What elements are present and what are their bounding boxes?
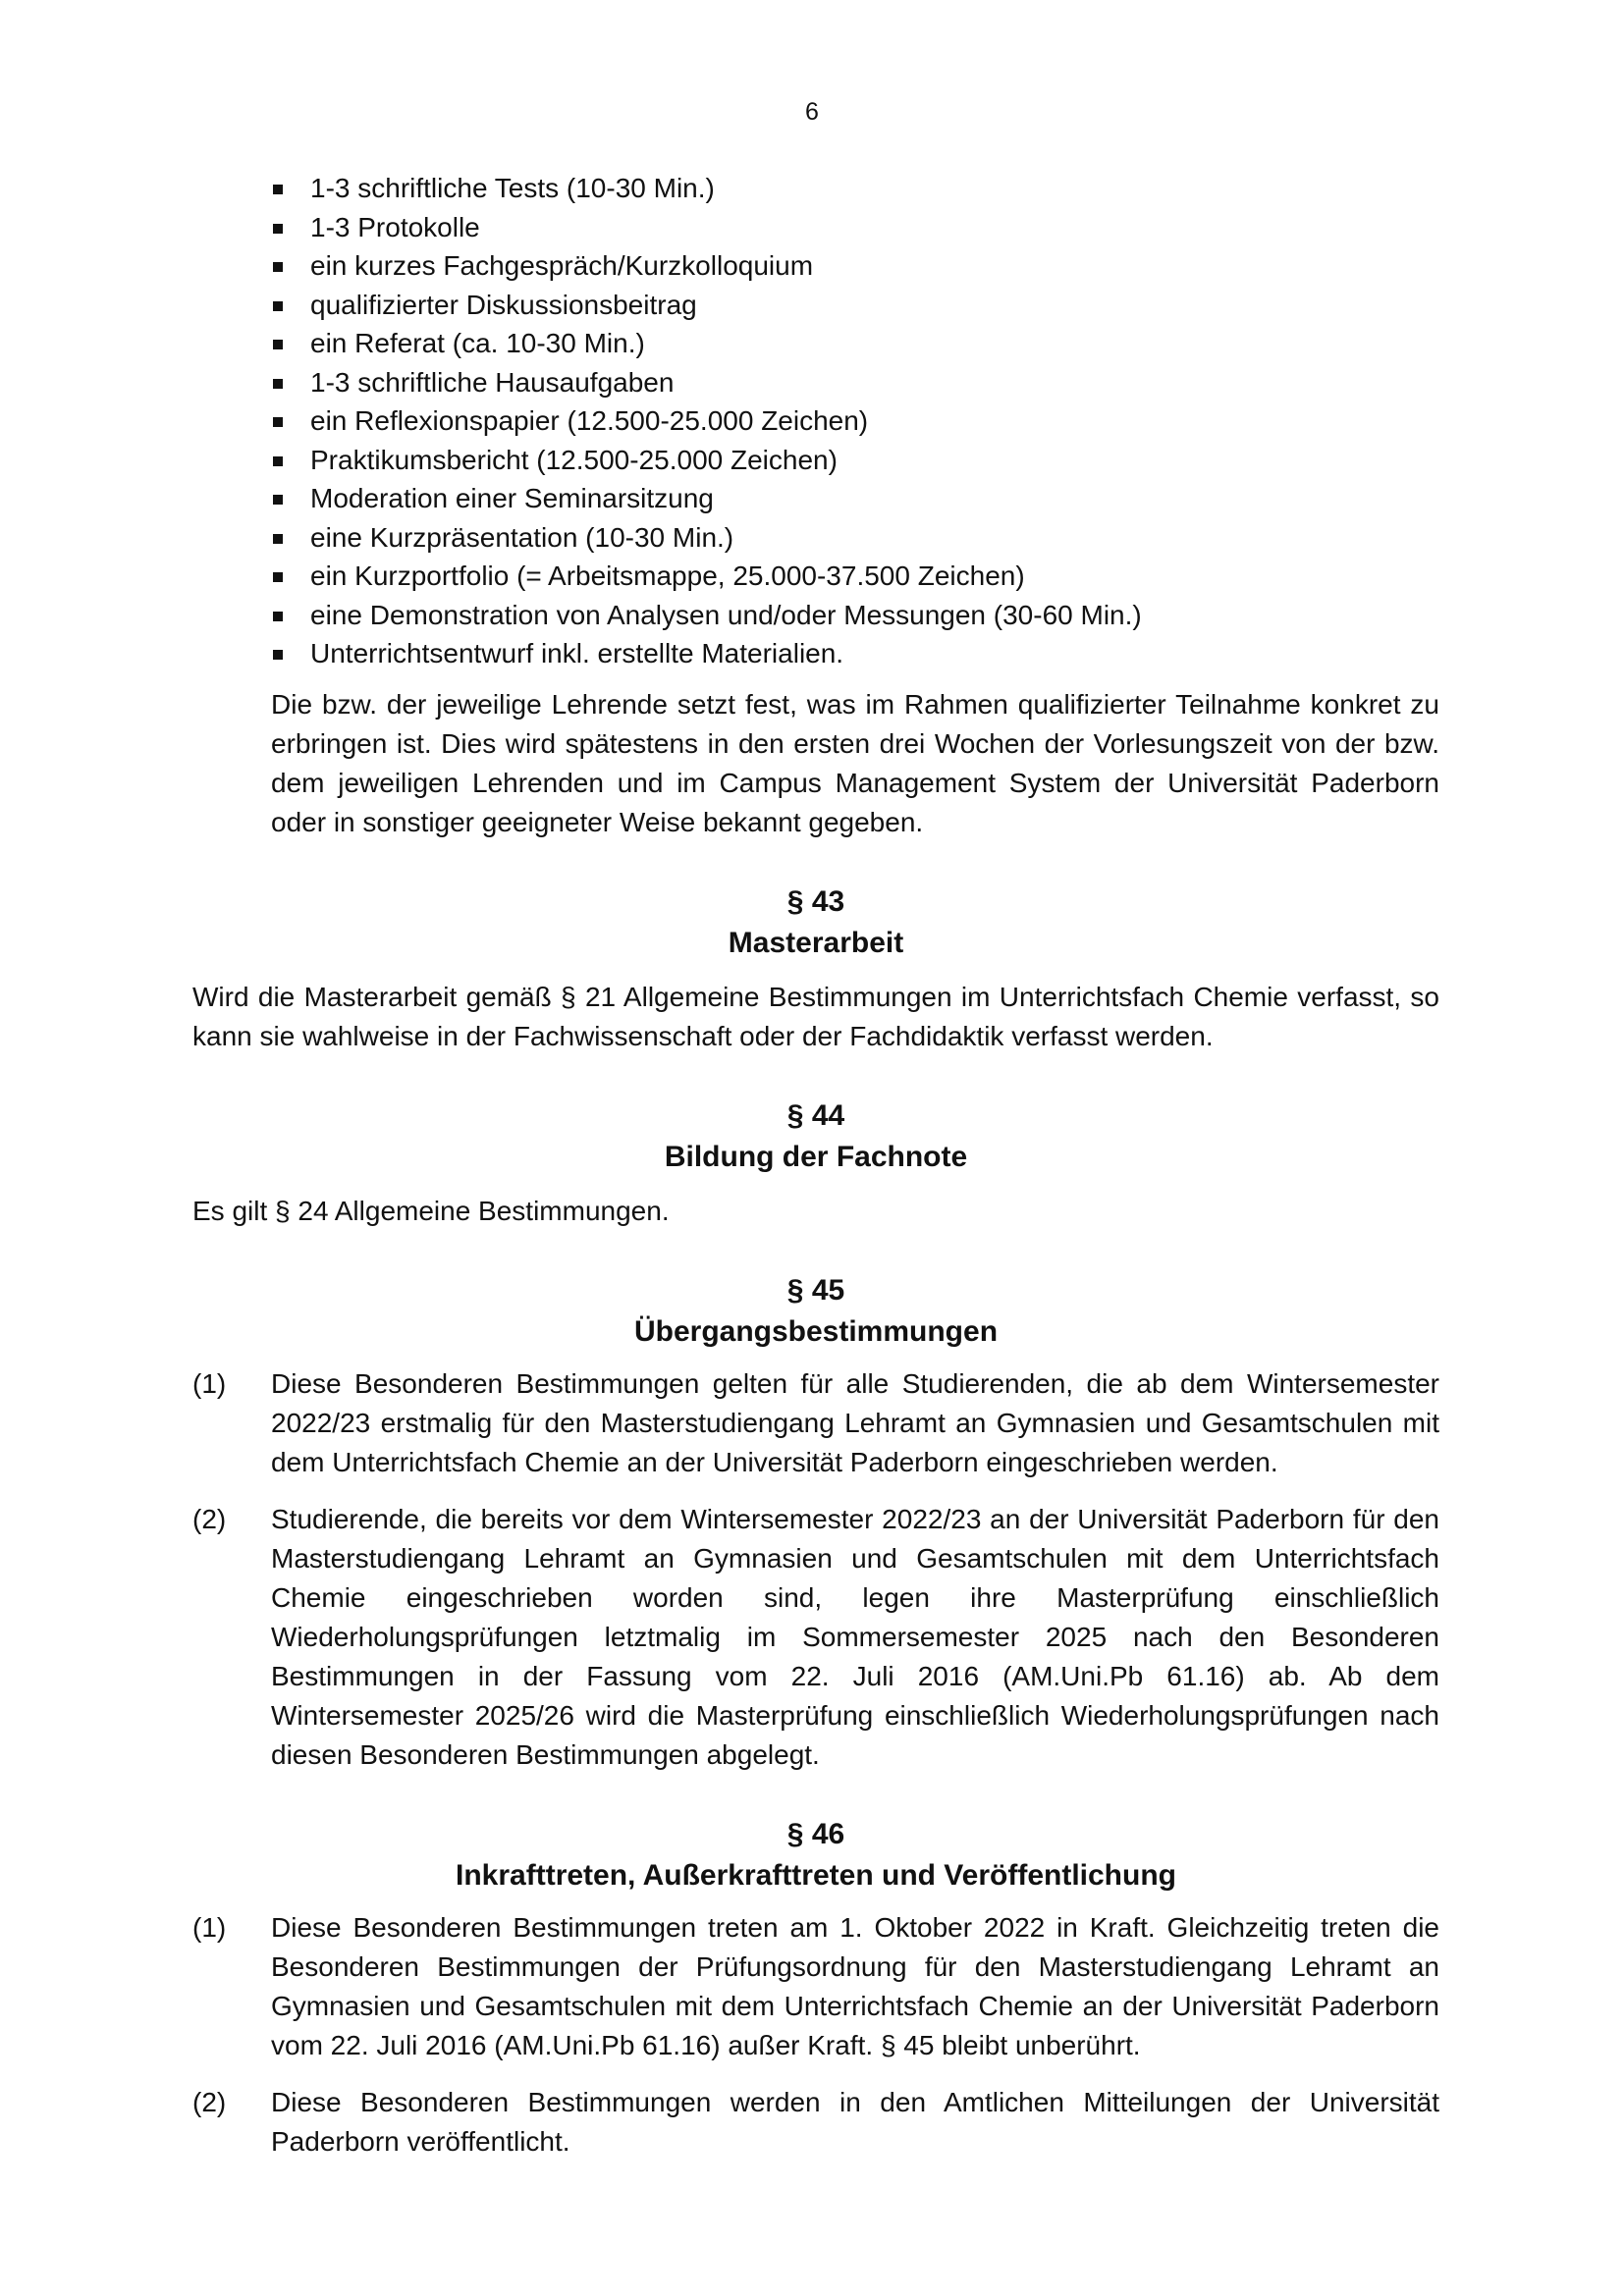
bullet-square-icon [273,495,283,505]
section-46-items [192,1908,1439,2162]
section-number: § 45 [786,1273,845,1307]
bullet-square-icon [273,379,283,389]
section-45-heading [192,1270,1439,1353]
section-46-heading [192,1814,1439,1896]
item-text: Diese Besonderen Bestimmungen treten am 1. Oktober 2022 in Kraft. Gleichzeitig treten die Besonderen Bestimmungen der Prüfungsordnung für den Masterstudiengang Lehramt an Gymnasien und Gesamtschulen mit dem Unterrichtsfach Chemie an der Universität Paderborn vom 22. Juli 2016 (AM.Uni.Pb 61.16) außer Kraft. § 45 bleibt unberührt. [271,1911,1439,2060]
section-45-items [192,1364,1439,1775]
section-43-heading [192,881,1439,964]
section-title: Masterarbeit [728,926,904,959]
list-item: eine Demonstration von Analysen und/oder Messungen (30-60 Min.) [271,596,1439,635]
bullet-square-icon [273,650,283,660]
section-title: Bildung der Fachnote [664,1140,968,1173]
bullet-square-icon [273,534,283,544]
item-number: (2) [192,2086,227,2117]
bullet-square-icon [273,262,283,272]
list-item: Unterrichtsentwurf inkl. erstellte Materialien. [271,634,1439,673]
document-body [192,169,1439,2179]
section-number: § 43 [786,884,845,918]
section-44-text: Es gilt § 24 Allgemeine Bestimmungen. [192,1195,670,1226]
list-item: ein Referat (ca. 10-30 Min.) [271,324,1439,363]
item-number: (2) [192,1503,227,1534]
bullet-square-icon [273,572,283,582]
section-number: § 46 [786,1817,845,1850]
item-text: Diese Besonderen Bestimmungen gelten für alle Studierenden, die ab dem Wintersemester 2022/23 erstmalig für den Masterstudiengang Lehramt an Gymnasien und Gesamtschulen mit dem Unterrichtsfach Chemie an der Universität Paderborn eingeschrieben werden. [271,1367,1439,1477]
list-item: 1-3 Protokolle [271,208,1439,247]
numbered-item [192,1500,1439,1775]
section-number: § 44 [786,1098,845,1132]
list-item: eine Kurzpräsentation (10-30 Min.) [271,518,1439,558]
item-number: (1) [192,1911,227,1943]
bullet-square-icon [273,340,283,349]
bullet-square-icon [273,417,283,427]
section-43-text: Wird die Masterarbeit gemäß § 21 Allgemeine Bestimmungen im Unterrichtsfach Chemie verfasst, so kann sie wahlweise in der Fachwissenschaft oder der Fachdidaktik verfasst werden. [192,981,1439,1051]
list-item: ein Kurzportfolio (= Arbeitsmappe, 25.000-37.500 Zeichen) [271,557,1439,596]
numbered-item [192,2083,1439,2162]
list-item: ein Reflexionspapier (12.500-25.000 Zeichen) [271,401,1439,441]
item-text: Studierende, die bereits vor dem Wintersemester 2022/23 an der Universität Paderborn für den Masterstudiengang Lehramt an Gymnasien und Gesamtschulen mit dem Unterrichtsfach Chemie eingeschrieben worden sind, legen ihre Masterprüfung einschließlich Wiederholungsprüfungen letztmalig im Sommersemester 2025 nach den Besonderen Bestimmungen in der Fassung vom 22. Juli 2016 (AM.Uni.Pb 61.16) ab. Ab dem Wintersemester 2025/26 wird die Masterprüfung einschließlich Wiederholungsprüfungen nach diesen Besonderen Bestimmungen abgelegt. [271,1503,1439,1770]
section-title: Übergangsbestimmungen [633,1314,999,1348]
list-item: Praktikumsbericht (12.500-25.000 Zeichen) [271,441,1439,480]
page-number: 6 [805,98,819,126]
list-item: qualifizierter Diskussionsbeitrag [271,286,1439,325]
list-item: ein kurzes Fachgespräch/Kurzkolloquium [271,246,1439,286]
bullet-square-icon [273,301,283,311]
item-number: (1) [192,1367,227,1399]
list-item: Moderation einer Seminarsitzung [271,479,1439,518]
numbered-item [192,1364,1439,1482]
intro-paragraph: Die bzw. der jeweilige Lehrende setzt fest, was im Rahmen qualifizierter Teilnahme konkret zu erbringen ist. Dies wird spätestens in den ersten drei Wochen der Vorlesungszeit von der bzw. dem jeweiligen Lehrenden und im Campus Management System der Universität Paderborn oder in sonstiger geeigneter Weise bekannt gegeben. [271,688,1439,837]
requirements-list [192,169,1439,673]
numbered-item [192,1908,1439,2065]
list-item: 1-3 schriftliche Hausaufgaben [271,363,1439,402]
bullet-square-icon [273,612,283,621]
bullet-square-icon [273,185,283,194]
item-text: Diese Besonderen Bestimmungen werden in den Amtlichen Mitteilungen der Universität Paderborn veröffentlicht. [271,2086,1439,2157]
bullet-square-icon [273,224,283,234]
section-44-heading [192,1095,1439,1178]
section-title: Inkrafttreten, Außerkrafttreten und Veröffentlichung [456,1858,1176,1892]
bullet-square-icon [273,456,283,466]
list-item: 1-3 schriftliche Tests (10-30 Min.) [271,169,1439,208]
